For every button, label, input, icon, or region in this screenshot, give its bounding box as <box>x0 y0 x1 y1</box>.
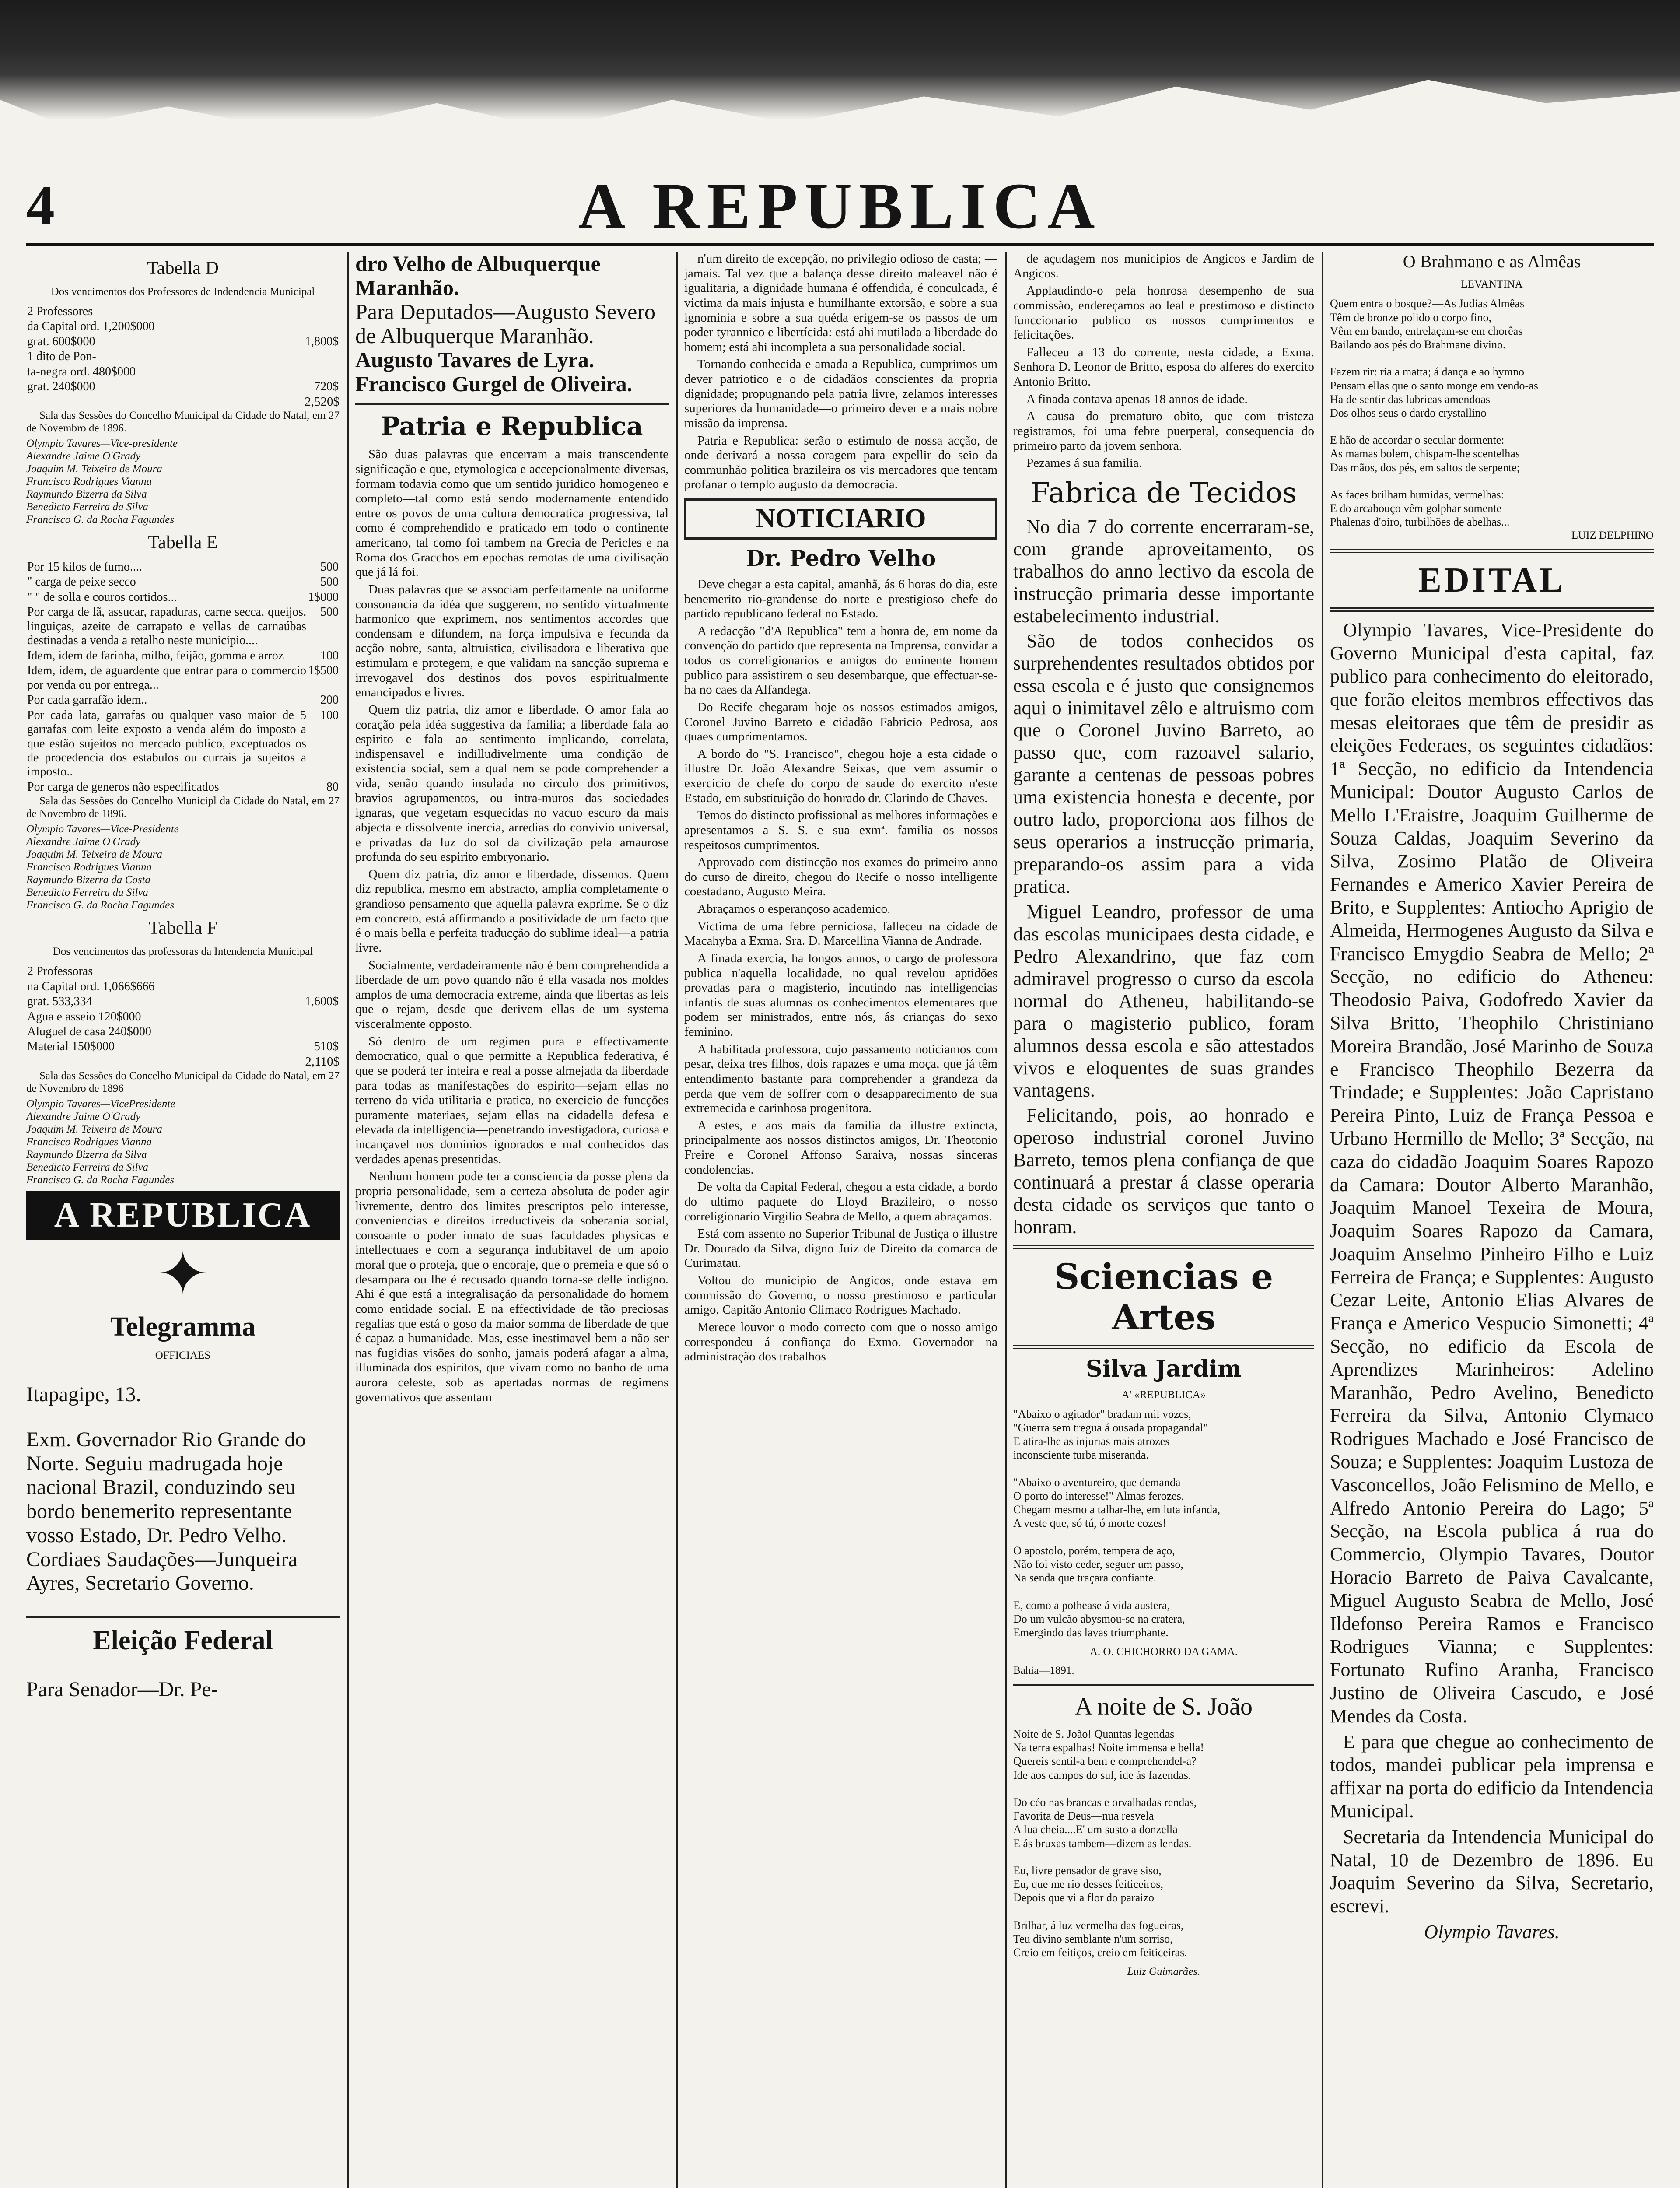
signer: Joaquim M. Teixeira de Moura <box>26 849 162 861</box>
poem-line: Creio em feitiços, creio em feiticeiras. <box>1013 1946 1187 1959</box>
news-paragraph: Victima de uma febre perniciosa, falleceu na cidade de Macahyba a Exma. Sra. D. Marcellina Vianna de Andrade. <box>684 919 998 948</box>
poem-line: Dos olhos seus o dardo crystallino <box>1330 406 1487 419</box>
poem-body <box>1013 1407 1314 1639</box>
noite-body <box>1013 1727 1314 1959</box>
table-row <box>26 780 340 795</box>
cell-item: Idem, idem de farinha, milho, feijão, gomma e arroz <box>27 649 284 663</box>
signer: Olympio Tavares—VicePresidente <box>26 1098 175 1110</box>
table-row <box>26 964 340 979</box>
news-paragraph: Do Recife chegaram hoje os nossos estimados amigos, Coronel Juvino Barreto e cidadão Fabricio Pedrosa, aos quaes cumprimentamos. <box>684 700 998 744</box>
article-title: Patria e Republica <box>381 411 643 441</box>
poem-line: E do arcabouço vêm golphar somente <box>1330 502 1502 515</box>
article-paragraph: São duas palavras que encerram a mais transcendente significação e que, etymologica e accepcionalmente diversas, formam todavia como que um sentido juridico homogeneo e completo—tal como está sendo modernamente entendido entre os povos de uma cultura democratica progressiva, tal como é comprehendido e praticado em todo o continente americano, tal como foi tambem na Grecia de Pericles e na Roma dos Gracchos em epochas remotas de uma civilisação que já lá foi. <box>355 447 668 579</box>
candidate-deputado-2: Augusto Tavares de Lyra. <box>355 347 595 372</box>
page-number: 4 <box>26 174 55 237</box>
column-4 <box>1013 252 1314 2188</box>
table-row <box>26 349 340 364</box>
cell-item: Agua e asseio 120$000 <box>27 1010 141 1024</box>
signer: Benedicto Ferreira da Silva <box>26 1161 148 1173</box>
telegram-place: Itapagipe, 13. <box>26 1383 141 1406</box>
telegram-body: Exm. Governador Rio Grande do Norte. Seguiu madrugada hoje nacional Brazil, conduzindo seu bordo benemerito representante vosso Estado, Dr. Pedro Velho. Cordiaes Saudações—Junqueira Ayres, Secretario Governo. <box>26 1427 306 1595</box>
news-paragraph: Deve chegar a esta capital, amanhã, ás 6 horas do dia, este benemerito rio-grandense do norte e prestigioso chefe do partido republicano federal no Estado. <box>684 577 998 621</box>
cell-value: 500 <box>320 560 339 574</box>
poem-line: Quereis sentil-a bem e comprehendel-a? <box>1013 1755 1197 1768</box>
tabela-e-table <box>26 560 340 795</box>
table-row <box>26 575 340 589</box>
tabela-f-table <box>26 964 340 1055</box>
cell-item: Por carga de generos não especificados <box>27 780 219 794</box>
telegram-subtitle: OFFICIAES <box>155 1350 211 1362</box>
signer: Joaquim M. Teixeira de Moura <box>26 463 162 475</box>
poem-line: Brilhar, á luz vermelha das fogueiras, <box>1013 1918 1184 1932</box>
cell-value: 720$ <box>314 380 339 394</box>
divider <box>1330 607 1654 612</box>
cell-value <box>272 1010 340 1024</box>
cell-item: 2 Professores <box>27 304 93 318</box>
news-paragraph: Pezames á sua familia. <box>1026 456 1142 470</box>
poem-line: Depois que vi a flor do paraizo <box>1013 1891 1155 1904</box>
signer: Benedicto Ferreira da Silva <box>26 501 148 513</box>
cell-item: da Capital ord. 1,200$000 <box>27 319 155 333</box>
poem-line: Na terra espalhas! Noite immensa e bella! <box>1013 1741 1204 1754</box>
poem-line: "Abaixo o aventureiro, que demanda <box>1013 1476 1181 1489</box>
edital-body: Olympio Tavares, Vice-Presidente do Governo Municipal d'esta capital, faz publico para conhecimento do eleitorado, que forão eleitos membros effectivos das mesas eleitoraes que têm de presidir as eleições Federaes, os seguintes cidadãos: 1ª Secção, no edificio da Intendencia Municipal: Doutor Augusto Carlos de Mello L'Eraistre, Joaquim Guilherme de Souza Caldas, Joaquim Severino da Silva, Zosimo Platão de Oliveira Fernandes e Americo Xavier Pereira de Brito, e Supplentes: Antiocho Aprigio de Almeida, Hermogenes Augusto da Silva e Francisco Emygdio Seabra de Mello; 2ª Secção, no edificio do Atheneu: Theodosio Paiva, Godofredo Xavier da Silva Britto, Theophilo Christiniano Moreira Brandão, José Marinho de Souza e Francisco Theophilo Bezerra da Trindade; e Supplentes: João Capristano Pereira Pinto, Luiz de França Pessoa e Urbano Hermillo de Mello; 3ª Secção, na caza do cidadão Joaquim Soares Rapozo da Camara: Doutor Alberto Maranhão, Joaquim Manoel Texeira de Moura, Joaquim Soares Rapozo da Camara, Joaquim Anselmo Pinheiro Filho e Luiz Ferreira de França; e Supplentes: Augusto Cezar Leite, Antonio Elias Alvares de França e Americo Vespucio Simonetti; 4ª Secção, no edificio da Escola de Aprendizes Marinheiros: Adelino Maranhão, Pedro Avelino, Benedicto Ferreira da Silva, Antonio Clymaco Rodrigues Machado e José Francisco de Souza; e Supplentes: Joaquim Lustoza de Vasconcellos, João Felismino de Mello, e Alfredo Antonio Pereira do Lago; 5ª Secção, na Escola publica á rua do Commercio, Olympio Tavares, Doutor Horacio Barreto de Paiva Cavalcante, Miguel Augusto Seabra de Mello, José Ildefonso Pereira Ramos e Francisco Rodrigues Vianna; e Supplentes: Fortunato Rufino Aranha, Francisco Justino de Oliveira Cascudo, e José Mendes da Costa. <box>1330 619 1654 1727</box>
signer: Joaquim M. Teixeira de Moura <box>26 1123 162 1135</box>
poem-line: Chegam mesmo a talhar-lhe, em luta infanda, <box>1013 1503 1221 1516</box>
cell-item: 2 Professoras <box>27 964 93 978</box>
article-paragraph: n'um direito de excepção, no privilegio odioso de casta; —jamais. Tal vez que a balança desse direito maleavel não é igualitaria, a dignidade humana é offendida, é conculcada, é victima da mais injusta e humilhante extorsão, e sobre a sua ignominia e sobre a sua quéda erigem-se os passos de um poder tyrannico e libertícida: está ahi mutilada a liberdade do homem; está ahi incompleta a sua personalidade social. <box>684 252 998 354</box>
article-paragraph: Quem diz patria, diz amor e liberdade, dissemos. Quem diz republica, mesmo em abstracto, amplia completamente o grandioso pensamento que aquella palavra exprime. Se o diz em concreto, está affirmando a positividade de um facto que é o mais bella e perfeita traducção do sublime ideal—a patria livre. <box>355 867 668 955</box>
tabela-f-title: Tabella F <box>148 918 217 939</box>
tabela-d-title: Tabella D <box>147 258 219 278</box>
cell-item: grat. 533,334 <box>27 995 92 1009</box>
article-paragraph: Só dentro de um regimen pura e effectivamente democratico, qual o que permitte a Republica federativa, é que se poderá ter inteira e real a posse almejada da liberdade para todas as manifestações do espirito—sejam ellas no terreno da vida utilitaria e pratica, no exercicio de funcções puramente materiaes, sejam ellas na cidadella defesa e elevada da intelligencia—penetrando investigadora, curiosa e incançavel nos dominios ignorados e mal conhecidos das verdades apenas presentidas. <box>355 1034 668 1166</box>
signer: Alexandre Jaime O'Grady <box>26 450 141 463</box>
table-row <box>26 319 340 334</box>
poem-line: Do um vulcão abysmou-se na cratera, <box>1013 1612 1185 1625</box>
tabela-d-total: 2,520$ <box>304 394 340 409</box>
signer: Alexandre Jaime O'Grady <box>26 1110 141 1122</box>
cell-value: 100 <box>320 649 339 663</box>
poem-line: Bailando aos pés do Brahmane divino. <box>1330 338 1506 351</box>
signer: Francisco Rodrigues Vianna <box>26 476 152 488</box>
signer: Olympio Tavares—Vice-presidente <box>26 438 178 450</box>
column-3 <box>684 252 998 2188</box>
poem-line: Ha de sentir das lubricas amendoas <box>1330 393 1491 406</box>
article-paragraph: Quem diz patria, diz amor e liberdade. O amor fala ao coração pela idéa suggestiva da familia; a liberdade fala ao espirito e fala ao sentimento implicando, correlata, indispensavel e indilludivelmente uma condição de existencia social, sem a qual nem se pode comprehender a vida, senão quando insulada no circulo dos primitivos, bravios agrupamentos, ou intra-muros das sociedades ignaras, que vegetam esquecidas no vacuo escuro da mais abjecta e dissolvente inercia, arredias do convivio universal, e privadas da luz do sol da civilização pela amaurose profunda do seu espirito embryonario. <box>355 702 668 864</box>
poem-line: Quem entra o bosque?—As Judias Almêas <box>1330 297 1525 310</box>
tabela-e-title: Tabella E <box>148 533 218 553</box>
fabrica-paragraph: No dia 7 do corrente encerraram-se, com grande aproveitamento, os trabalhos do anno lectivo da escola de instrucção primaria desse importante estabelecimento industrial. <box>1013 515 1314 627</box>
candidate-senador: dro Velho de Albuquerque Maranhão. <box>355 252 601 300</box>
news-paragraph: A habilitada professora, cujo passamento noticiamos com pesar, deixa tres filhos, dois rapazes e uma moça, que já têm entendimento bastante para comprehender a grandeza da perda que vem de soffrer com o desapparecimento de sua extremecida e carinhosa progenitora. <box>684 1042 998 1115</box>
edital-body: Secretaria da Intendencia Municipal do Natal, 10 de Dezembro de 1896. Eu Joaquim Severino da Silva, Secretario, escrevi. <box>1330 1826 1654 1917</box>
poem-line: A veste que, só tú, ó morte cozes! <box>1013 1517 1167 1530</box>
news-paragraph: Approvado com distincção nos exames do primeiro anno do curso de direito, chegou do Recife o nosso intelligente coestadano, Augusto Meira. <box>684 855 998 899</box>
tabela-d-subtitle: Dos vencimentos dos Professores de Indendencia Municipal <box>51 285 315 298</box>
poem-line: E hão de accordar o secular dormente: <box>1330 434 1505 447</box>
cell-item: " carga de peixe secco <box>27 575 136 589</box>
news-paragraph: Falleceu a 13 do corrente, nesta cidade, a Exma. Senhora D. Leonor de Britto, esposa do alferes do exercito Antonio Britto. <box>1013 345 1314 389</box>
cell-item: " " de solla e couros cortidos... <box>27 590 177 604</box>
poem-line: Não foi visto ceder, seguer um passo, <box>1013 1557 1183 1571</box>
poem-line: A lua cheia....E' um susto a donzella <box>1013 1823 1178 1836</box>
divider <box>26 1616 340 1618</box>
divider <box>355 403 668 405</box>
poem-line: Fazem rir: ria a matta; á dança e ao hymno <box>1330 365 1524 379</box>
cell-item: ta-negra ord. 480$000 <box>27 365 136 379</box>
table-row <box>26 1024 340 1039</box>
cell-value <box>272 1024 340 1039</box>
cell-item: grat. 240$000 <box>27 380 95 394</box>
cell-value <box>272 349 340 364</box>
cell-item: Aluguel de casa 240$000 <box>27 1024 151 1038</box>
poem-line: E, como a pothease á vida austera, <box>1013 1599 1170 1612</box>
cell-value: 510$ <box>314 1040 339 1054</box>
news-paragraph: Merece louvor o modo correcto com que o nosso amigo correspondeu á confiança do Exmo. Governador na administração dos trabalhos <box>684 1320 998 1364</box>
poem-title: Silva Jardim <box>1086 1355 1242 1382</box>
poem-line: Vêm em bando, entrelaçam-se em chorêas <box>1330 324 1523 337</box>
cell-value: 500 <box>320 575 339 589</box>
tabela-d-table <box>26 304 340 395</box>
noite-author: Luiz Guimarães. <box>1127 1966 1200 1978</box>
cell-item: Por cada lata, garrafas ou qualquer vaso maior de 5 garrafas com leite exposto a venda além do imposto a que estão sujeitos no mercado publico, exceptuados os de procedencia dos estabulos ou currais ja sujeitos a imposto.. <box>27 708 306 779</box>
cell-value <box>272 964 340 979</box>
tabela-d-note: Sala das Sessões do Concelho Municipal da Cidade do Natal, em 27 de Novembro de 1896. <box>26 410 340 435</box>
cell-value: 1,600$ <box>305 995 339 1009</box>
divider <box>1330 549 1654 553</box>
signer: Raymundo Bizerra da Costa <box>26 874 151 886</box>
cell-value: 1$000 <box>308 590 339 604</box>
fabrica-paragraph: Miguel Leandro, professor de uma das escolas municipaes desta cidade, e Pedro Alexandrino, que faz com admiravel progresso o curso da escola normal do Atheneu, habilitando-se para o magisterio publico, foram alumnos dessa escola e são attestados vivos e eloquentes de suas grandes vantagens. <box>1013 901 1314 1101</box>
eleicao-body: Para Senador—Dr. Pe- <box>26 1677 218 1701</box>
table-row <box>26 365 340 379</box>
signer: Alexandre Jaime O'Grady <box>26 836 141 848</box>
telegram-title: Telegramma <box>110 1312 256 1342</box>
edital-signature: Olympio Tavares. <box>1424 1921 1560 1943</box>
news-paragraph: Abraçamos o esperançoso academico. <box>697 902 891 916</box>
table-row <box>26 590 340 605</box>
signer: Francisco G. da Rocha Fagundes <box>26 514 175 526</box>
cell-value: 80 <box>326 780 339 794</box>
sciencias-title: Sciencias e Artes <box>1054 1255 1274 1338</box>
table-row <box>26 560 340 575</box>
table-row <box>26 979 340 994</box>
column-2 <box>355 252 668 2188</box>
poem-line: Noite de S. João! Quantas legendas <box>1013 1728 1175 1741</box>
brahmano-subtitle: LEVANTINA <box>1461 278 1523 291</box>
candidate-deputado-1: Para Deputados—Augusto Severo de Albuquerque Maranhão. <box>355 299 655 348</box>
eleicao-title: Eleição Federal <box>93 1625 273 1655</box>
table-row <box>26 1010 340 1024</box>
table-row <box>26 379 340 394</box>
news-paragraph: A causa do prematuro obito, que com tristeza registramos, foi uma febre puerperal, consequencia do primeiro parto da jovem senhora. <box>1013 409 1314 453</box>
poem-line: Ide aos campos do sul, ide ás fazendas. <box>1013 1768 1191 1781</box>
article-paragraph: Patria e Republica: serão o estimulo de nossa acção, de onde derivará a nossa coragem para expellir do seio da communhão politica brazileira os vis mercadores que tentam profanar o templo augusto da democracia. <box>684 433 998 492</box>
telegraph-icon: ✦ <box>157 1241 209 1309</box>
poem-line: Favorita de Deus—nua resvela <box>1013 1809 1154 1823</box>
signer: Francisco Rodrigues Vianna <box>26 861 152 873</box>
page-header <box>26 170 1654 246</box>
poem-line: Pensam ellas que o santo monge em vendo-as <box>1330 379 1538 392</box>
table-row <box>26 1039 340 1054</box>
article-paragraph: Socialmente, verdadeiramente não é bem comprehendida a liberdade de um povo quando não é ella vasada nos moldes amplos de uma democracia extreme, ainda que libertas as leis que o rejam, desde que derivem ellas de um systema visceralmente opposto. <box>355 958 668 1031</box>
dr-pedro-velho-title: Dr. Pedro Velho <box>746 545 936 571</box>
table-row <box>26 304 340 319</box>
fabrica-paragraph: São de todos conhecidos os surprehendentes resultados obtidos por essa escola e é justo que consignemos aqui o inimitavel zêlo e altruismo com que o Coronel Juvino Barreto, ao passo que, com razoavel salario, garante a centenas de pessoas pobres uma existencia honesta e decente, por outro lado, proporciona aos filhos de seus operarios a instrucção primaria, preparando-os assim para a vida pratica. <box>1013 630 1314 898</box>
news-paragraph: A bordo do "S. Francisco", chegou hoje a esta cidade o illustre Dr. João Alexandre Seixas, que vem assumir o exercicio de chefe do corpo de saude do exercito n'este Estado, em substituição do honrado dr. Clarindo de Chaves. <box>684 747 998 805</box>
cell-item: Por carga de lã, assucar, rapaduras, carne secca, queijos, linguiças, azeite de carrapato e vellas de carnaúbas destinadas a venda a retalho neste municipio.... <box>27 605 306 648</box>
brahmano-author: LUIZ DELPHINO <box>1571 529 1654 541</box>
cell-item: Por cada garrafão idem.. <box>27 693 147 707</box>
poem-line: inconsciente turba miseranda. <box>1013 1448 1149 1462</box>
column-5 <box>1330 252 1654 2188</box>
cell-item: Material 150$000 <box>27 1040 115 1054</box>
table-row <box>26 994 340 1009</box>
cell-value <box>272 319 340 334</box>
article-paragraph: Duas palavras que se associam perfeitamente na uniforme consonancia da idéa que suggerem, no sentido virtualmente harmonico que exprimem, nos sentimentos accordes que condensam e difundem, na força impulsiva e fecunda da acção nobre, santa, altruistica, civilisadora e liberativa que estimulam e protegem, e que validam na sancção suprema e irrevogavel dos destinos dos povos espiritualmente emancipados e livres. <box>355 582 668 700</box>
table-row <box>26 693 340 708</box>
news-paragraph: A finada contava apenas 18 annos de idade. <box>1026 392 1248 406</box>
news-paragraph: A redacção "d'A Republica" tem a honra de, em nome da convenção do partido que representa na Imprensa, convidar a todos os correligionarios e amigos do eminente homem publico para assistirem o seu desembarque, que effectuar-se-ha no caes da Alfandega. <box>684 624 998 697</box>
cell-value: 1,800$ <box>305 334 339 348</box>
table-row <box>26 605 340 648</box>
poem-line: Eu, livre pensador de grave siso, <box>1013 1864 1162 1877</box>
poem-line: Das mãos, dos pés, em saltos de serpente; <box>1330 461 1520 474</box>
newspaper-masthead: A REPUBLICA <box>578 170 1102 242</box>
fabrica-title: Fabrica de Tecidos <box>1030 477 1297 509</box>
torn-page-edge <box>0 0 1680 166</box>
poem-author: A. O. CHICHORRO DA GAMA. <box>1089 1646 1238 1658</box>
noite-title: A noite de S. João <box>1075 1693 1253 1721</box>
noticiario-heading: NOTICIARIO <box>684 498 998 540</box>
news-paragraph: de açudagem nos municipios de Angicos e Jardim de Angicos. <box>1013 252 1314 281</box>
poem-line: Teu divino semblante n'um sorriso, <box>1013 1932 1173 1945</box>
cell-item: na Capital ord. 1,066$666 <box>27 979 155 993</box>
candidate-deputado-3: Francisco Gurgel de Oliveira. <box>355 372 633 396</box>
article-paragraph: Tornando conhecida e amada a Republica, cumprimos um dever patriotico e o de cidadãos conscientes da propria dignidade; propugnando pela patria livre, zelamos interesses superiores da humanidade—o primeiro dever e a mais nobre missão da imprensa. <box>684 357 998 430</box>
fabrica-paragraph: Felicitando, pois, ao honrado e operoso industrial coronel Juvino Barreto, temos plena confiança de que continuará a prestar á classe operaria desta cidade os serviços que tanto o honram. <box>1013 1104 1314 1238</box>
cell-value: 500 <box>320 605 339 619</box>
cell-item: Por 15 kilos de fumo.... <box>27 560 142 574</box>
edital-body: E para que chegue ao conhecimento de todos, mandei publicar pela imprensa e affixar na porta do edificio da Intendencia Municipal. <box>1330 1731 1654 1822</box>
cell-item: 1 dito de Pon- <box>27 350 96 364</box>
tabela-f-total: 2,110$ <box>305 1054 340 1069</box>
news-paragraph: A estes, e aos mais da familia da illustre extincta, principalmente aos nossos distinctos amigos, Dr. Theotonio Freire e Coronel Affonso Saraiva, nossas sinceras condolencias. <box>684 1118 998 1177</box>
table-row <box>26 663 340 693</box>
news-paragraph: Temos do distincto profissional as melhores informações e apresentamos a S. S. e sua exmª. familia os nossos respeitosos cumprimentos. <box>684 808 998 852</box>
poem-line: Do céo nas brancas e orvalhadas rendas, <box>1013 1795 1197 1809</box>
poem-line: Na senda que traçara confiante. <box>1013 1571 1156 1585</box>
poem-line: Têm de bronze polido o corpo fino, <box>1330 311 1491 324</box>
cell-value: 100 <box>320 708 339 722</box>
poem-dedication: A' «REPUBLICA» <box>1121 1389 1206 1401</box>
edital-title: EDITAL <box>1418 561 1566 600</box>
tabela-f-subtitle: Dos vencimentos das professoras da Intendencia Municipal <box>52 946 313 958</box>
poem-line: O apostolo, porém, tempera de aço, <box>1013 1544 1175 1557</box>
poem-line: E ás bruxas tambem—dizem as lendas. <box>1013 1837 1192 1850</box>
poem-line: "Guerra sem tregua á ousada propagandal" <box>1013 1421 1208 1434</box>
cell-value: 200 <box>320 693 339 707</box>
signer: Olympio Tavares—Vice-Presidente <box>26 823 179 835</box>
page-columns <box>26 252 1654 2188</box>
signer: Benedicto Ferreira da Silva <box>26 887 148 899</box>
table-row <box>26 649 340 663</box>
news-paragraph: Está com assento no Superior Tribunal de Justiça o illustre Dr. Dourado da Silva, digno Juiz de Direito da comarca de Curimatau. <box>684 1227 998 1270</box>
poem-line: O porto do interesse!" Almas ferozes, <box>1013 1490 1184 1503</box>
poem-line: Phalenas d'oiro, turbilhões de abelhas... <box>1330 515 1510 529</box>
divider <box>1013 1684 1314 1686</box>
cell-value <box>272 304 340 319</box>
poem-line: "Abaixo o agitador" bradam mil vozes, <box>1013 1407 1191 1420</box>
cell-value: 1$500 <box>308 664 339 678</box>
signer: Francisco G. da Rocha Fagundes <box>26 899 175 912</box>
news-paragraph: A finada exercia, ha longos annos, o cargo de professora publica n'aquella localidade, no qual revelou aptidões provadas para o magisterio, incutindo nas intelligencias infantis de suas alumnas os conhecimentos elementares que podem ser ministrados, entre nós, ás crianças do sexo feminino. <box>684 951 998 1039</box>
news-paragraph: Applaudindo-o pela honrosa desempenho de sua commissão, endereçamos ao leal e prestimoso e distincto funccionario publico os nossos cumprimentos e felicitações. <box>1013 284 1314 342</box>
news-paragraph: De volta da Capital Federal, chegou a esta cidade, a bordo do ultimo paquete do Lloyd Brazileiro, o nosso correligionario Virgilio Seabra de Mello, a quem abraçamos. <box>684 1180 998 1224</box>
article-paragraph: Nenhum homem pode ter a consciencia da posse plena da propria personalidade, sem a certeza absoluta de poder agir livremente, dentro dos limites prescriptos pelo interesse, conveniencias e direitos irreductiveis da soberania social, consoante o poder innato de suas faculdades physicas e intellectuaes e com a segurança indubitavel de um apoio moral que o proteja, que o encoraje, que o premeia e que só o desampara ou lhe é recusado quando torna-se delle indigno. Ahi é que está a integralisação da personalidade do homem como entidade social. E na effectividade de tão preciosas regalias que está o goso da maior somma de liberdade de que é capaz a humanidade. Mas, esse inestimavel bem a não ser nas fugidias visões do sonho, jamais poderá afagar a alma, illuminada dos espiritos, que vivam como no banho de uma aurora celeste, sob as apertadas normas de regimens governativos que assentam <box>355 1169 668 1404</box>
poem-line: Emergindo das lavas triumphante. <box>1013 1626 1169 1639</box>
signer: Francisco G. da Rocha Fagundes <box>26 1174 175 1186</box>
divider <box>1013 1245 1314 1249</box>
signer: Francisco Rodrigues Vianna <box>26 1136 152 1148</box>
tabela-e-note: Sala das Sessões do Concelho Municipl da Cidade do Natal, em 27 de Novembro de 1896. <box>26 795 340 820</box>
news-paragraph: Voltou do municipio de Angicos, onde estava em commissão do Governo, o nosso prestimoso e particular amigo, Capitão Antonio Climaco Rodrigues Machado. <box>684 1273 998 1317</box>
cell-item: Idem, idem, de aguardente que entrar para o commercio por venda ou por entrega... <box>27 664 306 692</box>
table-row <box>26 708 340 780</box>
poem-line: As faces brilham humidas, vermelhas: <box>1330 488 1504 501</box>
cell-item: grat. 600$000 <box>27 334 95 348</box>
column-1 <box>26 252 340 2188</box>
signer: Raymundo Bizerra da Silva <box>26 1148 147 1161</box>
poem-line: E atira-lhe as injurias mais atrozes <box>1013 1435 1170 1448</box>
brahmano-title: O Brahmano e as Almêas <box>1403 252 1581 271</box>
poem-line: Eu, que me rio desses feiticeiros, <box>1013 1878 1163 1891</box>
poem-line: As mamas bolem, chispam-lhe scentelhas <box>1330 447 1520 460</box>
cell-value <box>272 365 340 379</box>
mini-masthead: A REPUBLICA <box>26 1191 340 1240</box>
signer: Raymundo Bizerra da Silva <box>26 488 147 501</box>
tabela-f-note: Sala das Sessões do Concelho Municipal da Cidade do Natal, em 27 de Novembro de 1896 <box>26 1069 340 1094</box>
table-row <box>26 334 340 349</box>
cell-value <box>272 979 340 994</box>
poem-place: Bahia—1891. <box>1013 1665 1074 1677</box>
brahmano-body <box>1330 297 1654 529</box>
divider <box>1013 1345 1314 1349</box>
